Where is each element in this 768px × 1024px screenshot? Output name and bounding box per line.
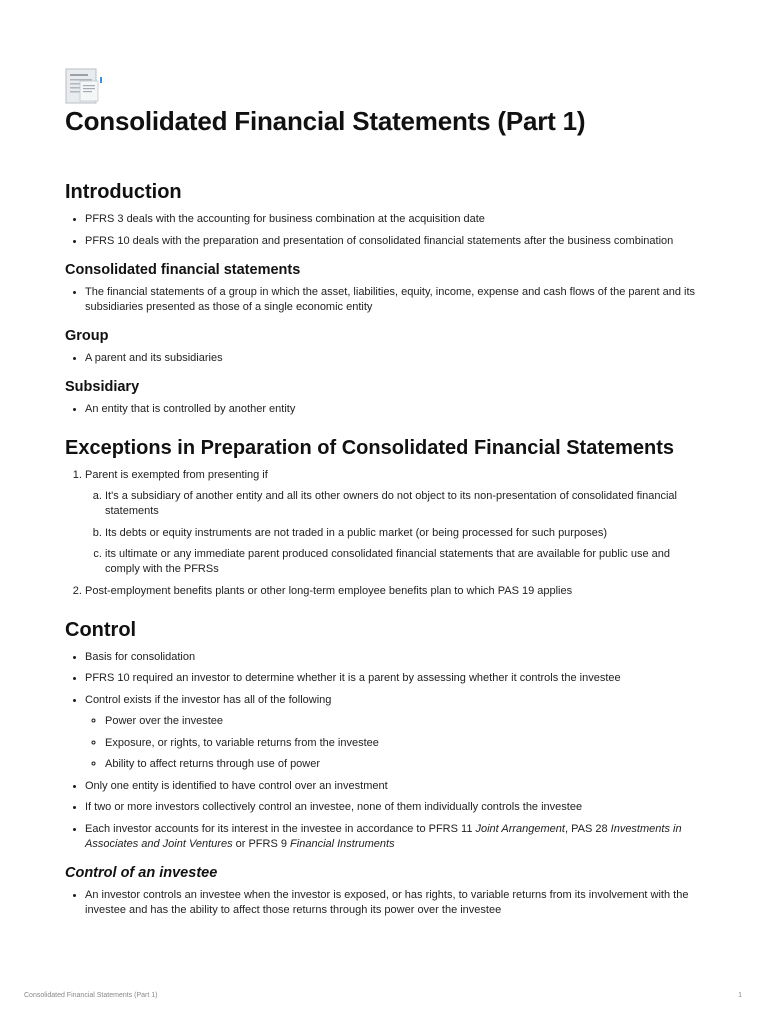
introduction-list (65, 212, 705, 249)
page-title: Consolidated Financial Statements (Part 1) (65, 106, 586, 136)
document-icon (64, 67, 104, 105)
document-body (65, 178, 705, 924)
text-run: , PAS 28 (564, 822, 611, 835)
footer-title: Consolidated Financial Statements (Part 1) (24, 992, 158, 999)
list-item: • PFRS 10 required an investor to determine whether it is a parent by assessing whether it controls the investee (85, 671, 705, 686)
heading-subsidiary: Subsidiary (65, 378, 140, 395)
list-item: • A parent and its subsidiaries (85, 351, 705, 366)
control-sublist (85, 714, 705, 772)
standard-name: Investments in Associates and Joint Ventures (85, 822, 682, 850)
list-item: 2. Post-employment benefits plants or other long-term employee benefits plan to which PAS 19 applies (85, 584, 705, 599)
subsidiary-list (65, 402, 705, 417)
heading-introduction: Introduction (65, 181, 182, 203)
page-number: 1 (738, 992, 742, 999)
list-item: b. Its debts or equity instruments are not traded in a public market (or being processed for such purposes) (105, 526, 705, 541)
list-item: c. its ultimate or any immediate parent produced consolidated financial statements that are available for public use and comply with the PFRSs (105, 547, 705, 577)
list-item: • If two or more investors collectively control an investee, none of them individually controls the investee (85, 800, 705, 815)
control-list (65, 650, 705, 852)
list-item (85, 693, 705, 773)
heading-control-of-an-investee: Control of an investee (65, 864, 218, 881)
exceptions-sublist (85, 489, 705, 577)
list-item-text: Control exists if the investor has all of the following (85, 693, 332, 706)
list-item: ◦ Power over the investee (105, 714, 705, 729)
heading-control: Control (65, 618, 137, 641)
standard-name: Financial Instruments (290, 837, 395, 850)
heading-consolidated-financial-statements: Consolidated financial statements (65, 261, 301, 278)
list-item: • PFRS 3 deals with the accounting for business combination at the acquisition date (85, 212, 705, 227)
standard-name: Joint Arrangement (475, 822, 565, 835)
text-run: Each investor accounts for its interest in the investee in accordance to PFRS 11 (85, 822, 476, 835)
list-item: • Only one entity is identified to have control over an investment (85, 779, 705, 794)
list-item (85, 822, 705, 852)
list-item: • The financial statements of a group in which the asset, liabilities, equity, income, expense and cash flows of the parent and its subsidiaries presented as those of a single economic entity (85, 285, 705, 315)
list-item: • An entity that is controlled by another entity (85, 402, 705, 417)
cfs-list (65, 285, 705, 315)
heading-exceptions: Exceptions in Preparation of Consolidated Financial Statements (65, 436, 675, 459)
control-investee-list (65, 888, 705, 918)
text-run: or PFRS 9 (232, 837, 291, 850)
list-item: ◦ Ability to affect returns through use of power (105, 757, 705, 772)
heading-group: Group (65, 327, 109, 344)
group-list (65, 351, 705, 366)
list-item: a. It's a subsidiary of another entity and all its other owners do not object to its non-presentation of consolidated financial statements (105, 489, 705, 519)
list-item: ◦ Exposure, or rights, to variable returns from the investee (105, 736, 705, 751)
list-item (85, 468, 705, 578)
list-item: • Basis for consolidation (85, 650, 705, 665)
list-item: • PFRS 10 deals with the preparation and presentation of consolidated financial statements after the business combination (85, 234, 705, 249)
list-item-text: Parent is exempted from presenting if (85, 468, 268, 481)
exceptions-list (65, 468, 705, 599)
list-item: • An investor controls an investee when the investor is exposed, or has rights, to variable returns from its involvement with the investee and has the ability to affect those returns through its power over the investee (85, 888, 705, 918)
